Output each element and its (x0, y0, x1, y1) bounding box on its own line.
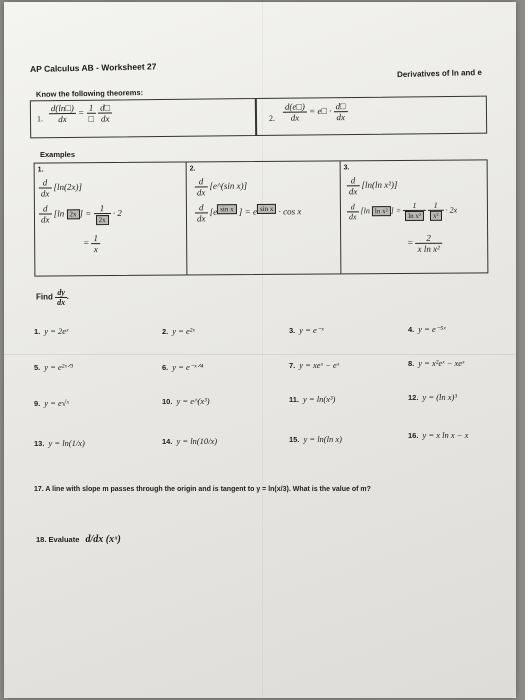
problem-10: 10. y = e^(x³) (162, 396, 210, 406)
problem-7: 7. y = xeˣ − eˣ (289, 360, 340, 370)
example-1-number: 1. (37, 166, 44, 174)
theorems-box (30, 96, 487, 139)
problem-5: 5. y = e²ˣᐟ³ (34, 362, 73, 372)
problem-18: 18. Evaluate d/dx (xˣ) (36, 534, 121, 545)
find-instruction: Find $\frac{dy}{dx}$ . (36, 288, 70, 307)
page-subtitle: Derivatives of ln and e (396, 67, 483, 80)
example-2-line-2: $\frac{d}{dx}$ [e $^{sin x}$ ] = e $^{sin x}$ · cos x (195, 202, 302, 224)
worksheet-page (4, 2, 516, 698)
problem-11: 11. y = ln(x³) (289, 394, 336, 404)
problem-13: 13. y = ln(1/x) (34, 438, 85, 448)
problem-18-expression: d/dx (xˣ) (85, 534, 121, 545)
problem-14: 14. y = ln(10/x) (162, 436, 218, 446)
problem-16: 16. y = x ln x − x (408, 430, 469, 440)
paper-fold (4, 354, 516, 355)
example-1-line-1: $\frac{d}{dx}$ [ln(2x)] (39, 177, 82, 198)
examples-heading: Examples (40, 150, 76, 159)
problem-15: 15. y = ln(ln x) (289, 434, 342, 444)
examples-divider-2 (340, 161, 342, 273)
theorems-divider (255, 99, 257, 135)
example-1-result: = $\frac{1}{x}$ (83, 233, 100, 254)
problem-17: 17. A line with slope m passes through the origin and is tangent to y = ln(x/3). What is the value of m? (34, 486, 371, 493)
problem-2: 2. y = e²ˣ (162, 326, 195, 336)
problem-6: 6. y = e⁻ˣᐟ⁴ (162, 362, 204, 372)
example-3-result: = $\frac{2}{\text{x ln x²}}$ (407, 232, 440, 254)
problem-12: 12. y = (ln x)³ (408, 392, 457, 402)
example-3-line-1: $\frac{d}{dx}$ [ln(ln x²)] (347, 175, 398, 196)
problem-8: 8. y = x²eˣ − xeˣ (408, 358, 465, 368)
problem-1: 1. y = 2eˣ (34, 326, 69, 336)
problem-4: 4. y = e⁻⁵ˣ (408, 324, 446, 334)
theorem-1-number: 1. (36, 114, 44, 124)
example-3-line-2: $\frac{d}{dx}$ [ln ln x² ] = $\frac{1}{\text{ln x²}}$ $\frac{1}{\text{x²}}$ · 2x (347, 201, 457, 222)
theorem-1-formula: $\frac{d(\ln□)}{dx}$ = $\frac{1}{□}$ $\frac{d□}{dx}$ (49, 103, 112, 125)
examples-box (34, 159, 489, 276)
theorem-2-formula: $\frac{d(e□)}{dx}$ = e□ · $\frac{d□}{dx}$ (283, 101, 348, 123)
problem-9: 9. y = e√ˣ (34, 398, 69, 408)
example-1-line-2: $\frac{d}{dx}$ [ln 2x ] = $\frac{1}{2x}$ · 2 (39, 203, 122, 226)
example-2-number: 2. (189, 165, 196, 173)
problem-3: 3. y = e⁻ˣ (289, 325, 324, 335)
example-2-line-1: $\frac{d}{dx}$ [e^(sin x)] (195, 176, 247, 197)
example-3-number: 3. (343, 164, 350, 172)
examples-divider-1 (186, 163, 188, 275)
theorem-2-number: 2. (268, 113, 276, 123)
theorems-heading: Know the following theorems: (35, 88, 144, 99)
page-title: AP Calculus AB - Worksheet 27 (29, 61, 157, 74)
